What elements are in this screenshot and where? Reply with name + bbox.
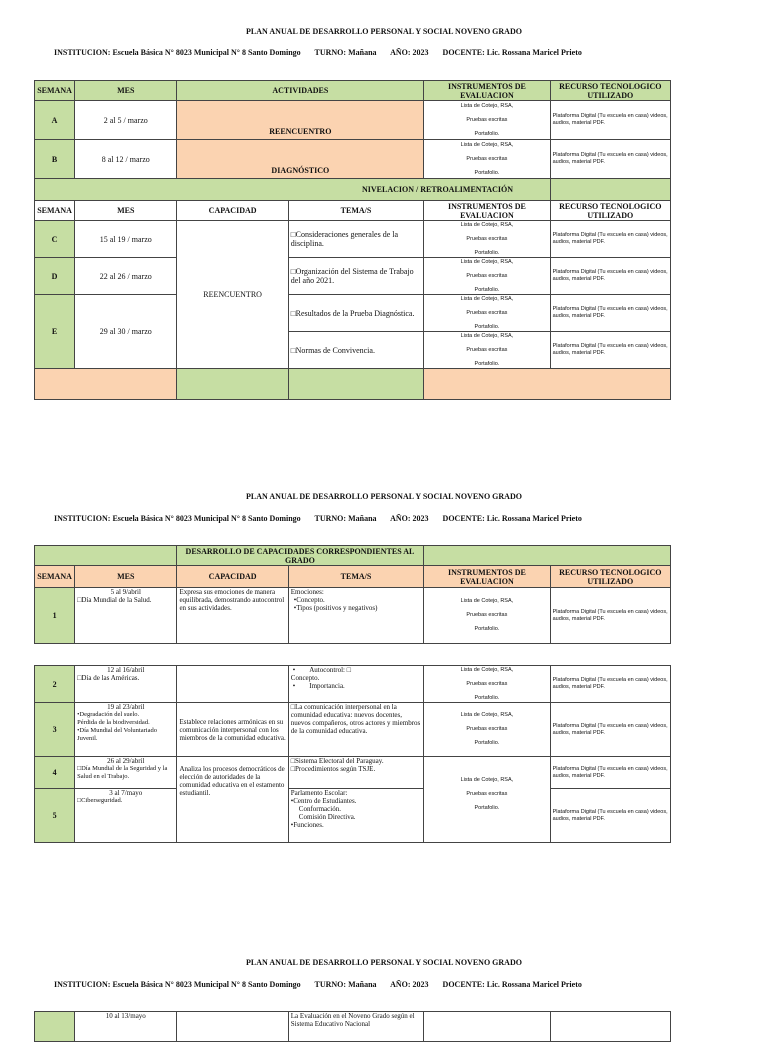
instrumentos-cell: Lista de Cotejo, RSA, Pruebas escritas Portafolio. (424, 258, 550, 295)
document-info-line (54, 514, 594, 523)
nivelacion-label: NIVELACION / RETROALIMENTACIÓN (35, 179, 551, 201)
instrumentos-cell: Lista de Cotejo, RSA, Pruebas escritas Portafolio. (424, 332, 550, 369)
table-row (35, 1012, 671, 1042)
recurso-cell: Plataforma Digital (Tu escuela en casa) videos, audios, material PDF. (550, 757, 670, 789)
recurso-cell: Plataforma Digital (Tu escuela en casa) videos, audios, material PDF. (550, 666, 670, 703)
recurso-cell: Plataforma Digital (Tu escuela en casa) videos, audios, material PDF. (550, 588, 670, 644)
recurso-cell: Plataforma Digital (Tu escuela en casa) videos, audios, material PDF. (550, 332, 670, 369)
turno-label: TURNO: Mañana (314, 514, 377, 523)
semana-cell: 2 (35, 666, 75, 703)
instrumentos-cell: Lista de Cotejo, RSA, Pruebas escritas Portafolio. (424, 295, 550, 332)
header-mes: MES (75, 566, 177, 588)
recurso-cell: Plataforma Digital (Tu escuela en casa) videos, audios, material PDF. (550, 295, 670, 332)
docente-label: DOCENTE: Lic. Rossana Maricel Prieto (442, 980, 582, 989)
tema-cell: □ Sistema Electoral del Paraguay. □ Procedimientos según TSJE. (288, 757, 423, 789)
table-row (35, 101, 671, 140)
semana-cell: 1 (35, 588, 75, 644)
table-row (35, 588, 671, 644)
recurso-cell: Plataforma Digital (Tu escuela en casa) videos, audios, material PDF. (550, 221, 670, 258)
header-recurso: RECURSO TECNOLOGICO UTILIZADO (550, 566, 670, 588)
recurso-cell: Plataforma Digital (Tu escuela en casa) videos, audios, material PDF. (550, 703, 670, 757)
table-row (35, 757, 671, 789)
header-semana: SEMANA (35, 566, 75, 588)
instrumentos-cell: Lista de Cotejo, RSA, Pruebas escritas Portafolio. (424, 757, 550, 843)
tema-cell: □ La comunicación interpersonal en la comunidad educativa: nuevos docentes, nuevos compañeros, otros actores y miembros de la comunidad educativa. (288, 703, 423, 757)
mes-cell: 29 al 30 / marzo (75, 295, 177, 369)
semana-cell: B (35, 140, 75, 179)
tema-cell: La Evaluación en el Noveno Grado según el Sistema Educativo Nacional (288, 1012, 423, 1042)
semana-cell: D (35, 258, 75, 295)
tema-cell: □ Organización del Sistema de Trabajo del año 2021. (288, 258, 423, 295)
header-semana: SEMANA (35, 201, 75, 221)
mes-cell: 3 al 7/mayo □ Ciberseguridad. (75, 789, 177, 843)
semana-cell: E (35, 295, 75, 369)
mes-cell: 8 al 12 / marzo (75, 140, 177, 179)
header-temas: TEMA/S (288, 201, 423, 221)
semana-cell: 3 (35, 703, 75, 757)
header-mes: MES (75, 201, 177, 221)
table-row (35, 789, 671, 843)
instrumentos-cell: Lista de Cotejo, RSA, Pruebas escritas Portafolio. (424, 588, 550, 644)
header-recurso: RECURSO TECNOLOGICO UTILIZADO (550, 201, 670, 221)
anio-label: AÑO: 2023 (390, 514, 429, 523)
capacidad-cell: REENCUENTRO (177, 221, 288, 369)
mes-cell: 5 al 9/abril □ Día Mundial de la Salud. (75, 588, 177, 644)
header-semana: SEMANA (35, 81, 75, 101)
turno-label: TURNO: Mañana (314, 980, 377, 989)
table-row (35, 703, 671, 757)
tema-cell: Emociones: • Concepto. • Tipos (positivos y negativos) (288, 588, 423, 644)
section-heading: DESARROLLO DE CAPACIDADES CORRESPONDIENTES AL GRADO (177, 546, 424, 566)
document-info-line (54, 980, 594, 989)
header-instrumentos: INSTRUMENTOS DE EVALUACION (424, 566, 550, 588)
instrumentos-cell: Lista de Cotejo, RSA, Pruebas escritas Portafolio. (424, 703, 550, 757)
tema-cell: □ Resultados de la Prueba Diagnóstica. (288, 295, 423, 332)
semana-cell: C (35, 221, 75, 258)
recurso-cell: Plataforma Digital (Tu escuela en casa) videos, audios, material PDF. (550, 140, 670, 179)
plan-table-3 (34, 665, 671, 843)
recurso-cell: Plataforma Digital (Tu escuela en casa) videos, audios, material PDF. (550, 789, 670, 843)
actividad-cell: REENCUENTRO (177, 101, 424, 140)
instrumentos-cell: Lista de Cotejo, RSA, Pruebas escritas Portafolio. (424, 140, 550, 179)
header-recurso: RECURSO TECNOLOGICO UTILIZADO (550, 81, 670, 101)
mes-cell: 2 al 5 / marzo (75, 101, 177, 140)
institucion-label: INSTITUCION: Escuela Básica N° 8023 Municipal N° 8 Santo Domingo (54, 980, 301, 989)
mes-cell: 26 al 29/abril □ Día Mundial de la Seguridad y la Salud en el Trabajo. (75, 757, 177, 789)
capacidad-cell: Analiza los procesos democráticos de elección de autoridades de la comunidad educativa en el estamento estudiantil. (177, 757, 288, 843)
header-instrumentos: INSTRUMENTOS DE EVALUACION (424, 201, 550, 221)
header-temas: TEMA/S (288, 566, 423, 588)
tema-cell: □ Normas de Convivencia. (288, 332, 423, 369)
plan-table-2 (34, 545, 671, 644)
instrumentos-cell: Lista de Cotejo, RSA, Pruebas escritas Portafolio. (424, 221, 550, 258)
mes-cell: 10 al 13/mayo (75, 1012, 177, 1042)
document-title: PLAN ANUAL DE DESARROLLO PERSONAL Y SOCIAL NOVENO GRADO (246, 958, 522, 967)
recurso-cell: Plataforma Digital (Tu escuela en casa) videos, audios, material PDF. (550, 101, 670, 140)
header-mes: MES (75, 81, 177, 101)
instrumentos-cell: Lista de Cotejo, RSA, Pruebas escritas Portafolio. (424, 101, 550, 140)
header-instrumentos: INSTRUMENTOS DE EVALUACION (424, 81, 550, 101)
actividad-cell: DIAGNÓSTICO (177, 140, 424, 179)
capacidad-cell: Expresa sus emociones de manera equilibrada, demostrando autocontrol en sus actividades. (177, 588, 288, 644)
instrumentos-cell: Lista de Cotejo, RSA, Pruebas escritas Portafolio. (424, 666, 550, 703)
semana-cell: A (35, 101, 75, 140)
nivelacion-row (35, 179, 671, 201)
plan-table-1 (34, 80, 671, 400)
turno-label: TURNO: Mañana (314, 48, 377, 57)
plan-table-4 (34, 1011, 671, 1042)
docente-label: DOCENTE: Lic. Rossana Maricel Prieto (442, 48, 582, 57)
table-row (35, 295, 671, 332)
mes-cell: 15 al 19 / marzo (75, 221, 177, 258)
table-row (35, 221, 671, 258)
institucion-label: INSTITUCION: Escuela Básica N° 8023 Municipal N° 8 Santo Domingo (54, 514, 301, 523)
docente-label: DOCENTE: Lic. Rossana Maricel Prieto (442, 514, 582, 523)
header-capacidad: CAPACIDAD (177, 201, 288, 221)
document-title: PLAN ANUAL DE DESARROLLO PERSONAL Y SOCIAL NOVENO GRADO (246, 27, 522, 36)
document-info-line (54, 48, 594, 57)
table-row (35, 666, 671, 703)
recurso-cell: Plataforma Digital (Tu escuela en casa) videos, audios, material PDF. (550, 258, 670, 295)
anio-label: AÑO: 2023 (390, 980, 429, 989)
table-row (35, 140, 671, 179)
mes-cell: 12 al 16/abril □ Día de las Américas. (75, 666, 177, 703)
semana-cell: 4 (35, 757, 75, 789)
header-capacidad: CAPACIDAD (177, 566, 288, 588)
mes-cell: 22 al 26 / marzo (75, 258, 177, 295)
semana-cell: 5 (35, 789, 75, 843)
tema-cell: □ Consideraciones generales de la disciplina. (288, 221, 423, 258)
institucion-label: INSTITUCION: Escuela Básica N° 8023 Municipal N° 8 Santo Domingo (54, 48, 301, 57)
empty-footer-row (35, 369, 671, 400)
mes-cell: 19 al 23/abril • Degradación del suelo. Pérdida de la biodiversidad. • Día Mundial del Voluntariado Juvenil. (75, 703, 177, 757)
tema-cell: Parlamento Escolar: • Centro de Estudiantes. Conformación. Comisión Directiva. • Funciones. (288, 789, 423, 843)
capacidad-cell: Establece relaciones armónicas en su comunicación interpersonal con los miembros de la comunidad educativa. (177, 703, 288, 757)
document-title: PLAN ANUAL DE DESARROLLO PERSONAL Y SOCIAL NOVENO GRADO (246, 492, 522, 501)
tema-cell: • Autocontrol: □ Concepto. • Importancia. (288, 666, 423, 703)
header-actividades: ACTIVIDADES (177, 81, 424, 101)
table-row (35, 258, 671, 295)
anio-label: AÑO: 2023 (390, 48, 429, 57)
